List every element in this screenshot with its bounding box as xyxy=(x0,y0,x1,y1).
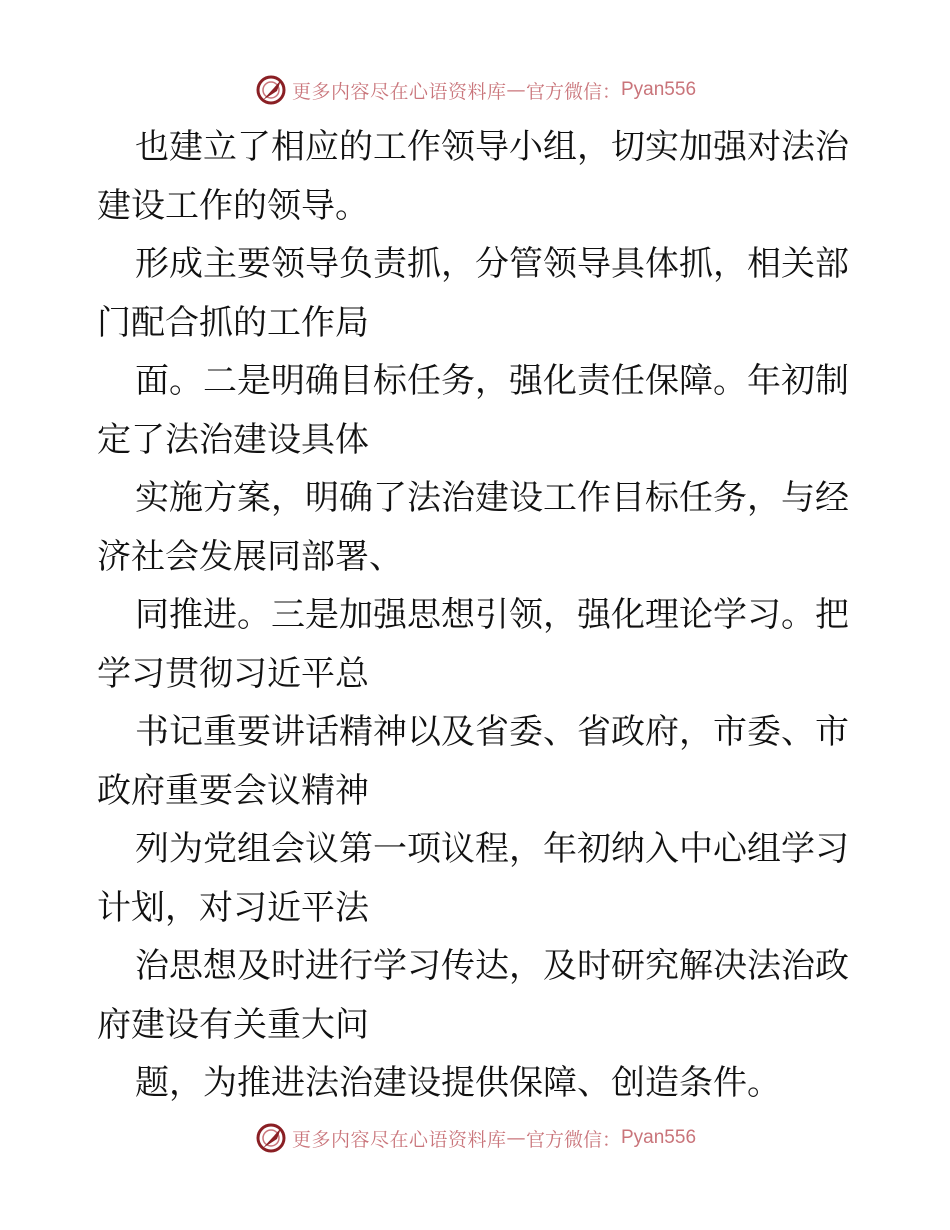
quill-logo-icon xyxy=(254,1121,288,1155)
text-line: 计划，对习近平法 xyxy=(97,887,369,928)
text-line: 府建设有关重大问 xyxy=(97,1004,369,1045)
wechat-id: Pyan556 xyxy=(621,1127,697,1148)
text-line: 书记重要讲话精神以及省委、省政府，市委、市 xyxy=(135,712,849,752)
text-line: 列为党组会议第一项议程，年初纳入中心组学习 xyxy=(135,829,849,869)
text-line: 治思想及时进行学习传达，及时研究解决法治政 xyxy=(135,946,849,986)
body-text xyxy=(97,118,857,1113)
header-watermark xyxy=(0,70,950,110)
text-line: 建设工作的领导。 xyxy=(97,185,369,226)
wechat-label: 官方微信： xyxy=(525,80,621,103)
text-line: 实施方案，明确了法治建设工作目标任务，与经 xyxy=(135,478,849,518)
quill-logo-icon xyxy=(254,73,288,107)
site-name-text: 更多内容尽在心语资料库 xyxy=(291,80,507,103)
separator-dash: — xyxy=(506,1127,526,1149)
wechat-label: 官方微信： xyxy=(525,1128,621,1151)
text-line: 面。二是明确目标任务，强化责任保障。年初制 xyxy=(135,361,849,401)
text-line: 形成主要领导负责抓，分管领导具体抓，相关部 xyxy=(135,244,849,284)
footer-watermark xyxy=(0,1118,950,1158)
text-line: 政府重要会议精神 xyxy=(97,770,369,811)
text-line: 定了法治建设具体 xyxy=(97,419,369,460)
text-line: 同推进。三是加强思想引领，强化理论学习。把 xyxy=(135,595,849,635)
wechat-id: Pyan556 xyxy=(621,79,697,100)
site-name-text: 更多内容尽在心语资料库 xyxy=(291,1128,507,1151)
text-line: 题，为推进法治建设提供保障、创造条件。 xyxy=(135,1063,781,1103)
separator-dash: — xyxy=(506,79,526,101)
text-line: 学习贯彻习近平总 xyxy=(97,653,369,694)
text-line: 也建立了相应的工作领导小组，切实加强对法治 xyxy=(135,127,849,167)
text-line: 门配合抓的工作局 xyxy=(97,302,369,343)
text-line: 济社会发展同部署、 xyxy=(97,536,403,577)
